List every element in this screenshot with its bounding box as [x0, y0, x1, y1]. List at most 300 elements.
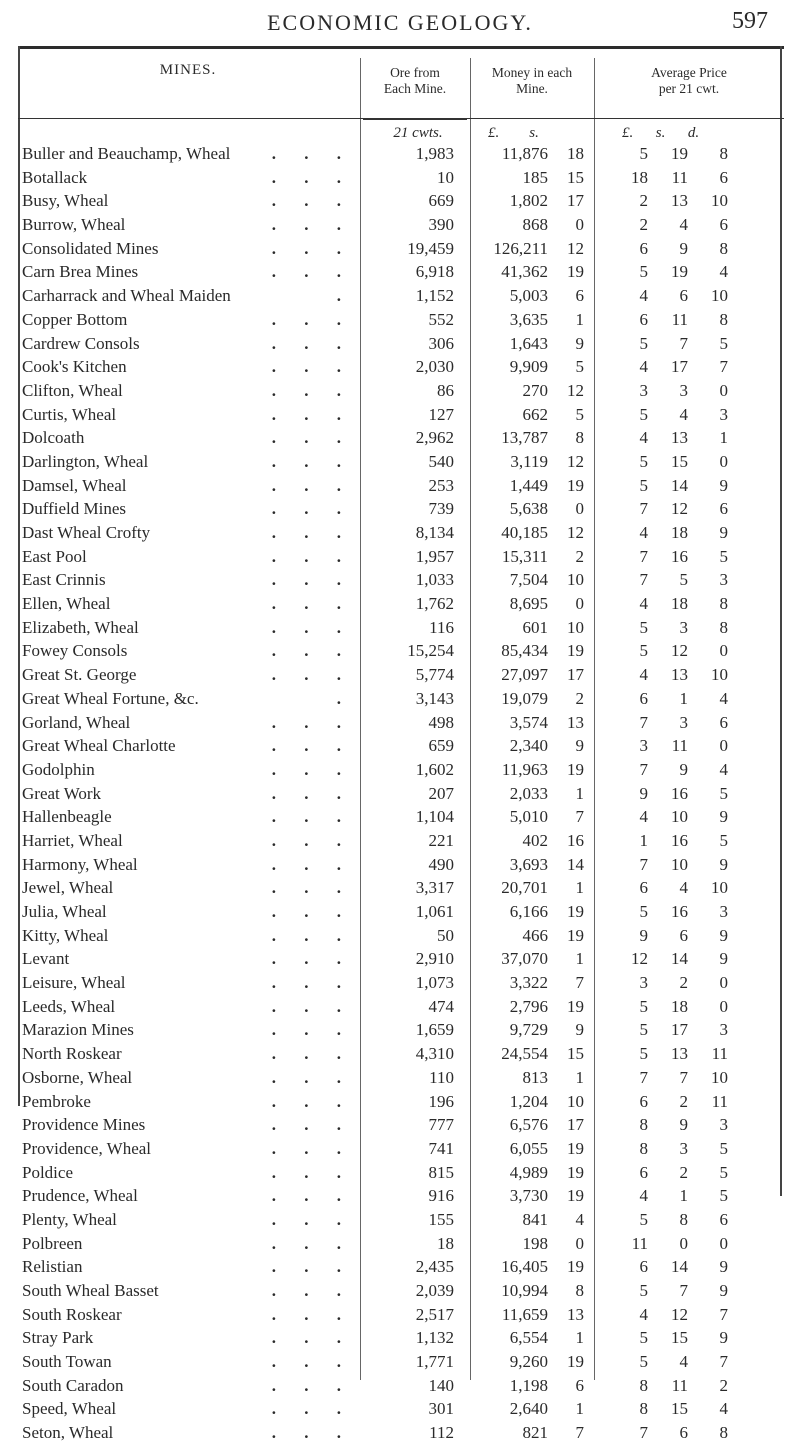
- money-shillings: 12: [567, 451, 584, 471]
- table-row: [18, 876, 784, 900]
- avg-price-pence: 2: [719, 1375, 728, 1395]
- mine-name: Relistian: [22, 1257, 83, 1277]
- table-row: [18, 971, 784, 995]
- avg-price-pounds: 6: [639, 1257, 648, 1277]
- avg-price-shillings: 15: [671, 451, 688, 471]
- table-top-rule: [18, 46, 784, 49]
- money-shillings: 1: [575, 1399, 584, 1419]
- money-pounds: 821: [522, 1423, 548, 1443]
- ore-amount: 390: [428, 215, 454, 235]
- avg-price-pounds: 8: [639, 1138, 648, 1158]
- avg-price-shillings: 6: [679, 925, 688, 945]
- avg-price-shillings: 1: [679, 1186, 688, 1206]
- avg-price-pence: 3: [719, 1115, 728, 1135]
- ore-amount: 2,435: [415, 1257, 454, 1277]
- table-row: [18, 1066, 784, 1090]
- avg-price-shillings: 16: [671, 902, 688, 921]
- avg-price-pence: 9: [719, 1328, 728, 1348]
- avg-price-shillings: 16: [671, 830, 688, 850]
- unit-money: £. s.: [488, 125, 539, 141]
- table-row: [18, 995, 784, 1019]
- table-row: [18, 545, 784, 569]
- avg-price-pounds: 6: [639, 688, 648, 708]
- money-pounds: 10,994: [501, 1281, 548, 1300]
- avg-price-shillings: 6: [679, 1423, 688, 1443]
- money-shillings: 19: [567, 262, 584, 282]
- ore-amount: 10: [437, 167, 454, 187]
- ore-amount: 1,061: [415, 902, 454, 921]
- avg-price-pounds: 4: [639, 1186, 648, 1206]
- mine-name: Hallenbeagle: [22, 807, 112, 827]
- avg-price-shillings: 19: [671, 262, 688, 282]
- mine-name: Poldice: [22, 1162, 73, 1182]
- table-row: [18, 758, 784, 782]
- table-row: [18, 1303, 784, 1327]
- avg-price-pounds: 5: [639, 1044, 648, 1064]
- table-row: [18, 1350, 784, 1374]
- leader-dots: . . .: [271, 736, 353, 756]
- table-row: [18, 1018, 784, 1042]
- avg-price-pence: 9: [719, 854, 728, 874]
- avg-price-pence: 10: [711, 286, 728, 306]
- money-shillings: 15: [567, 167, 584, 187]
- avg-price-shillings: 14: [671, 949, 688, 969]
- mine-name: Polbreen: [22, 1233, 83, 1253]
- leader-dots: . . .: [271, 1044, 353, 1064]
- ore-amount: 19,459: [407, 238, 454, 258]
- money-shillings: 19: [567, 925, 584, 945]
- ore-amount: 815: [428, 1162, 454, 1182]
- mine-name: Buller and Beauchamp, Wheal: [22, 144, 231, 163]
- table-row: [18, 1090, 784, 1114]
- money-shillings: 13: [567, 1304, 584, 1324]
- leader-dots: .: [336, 688, 353, 708]
- money-shillings: 12: [567, 238, 584, 258]
- avg-price-pence: 3: [719, 1020, 728, 1040]
- header-money: [472, 65, 592, 97]
- avg-price-shillings: 11: [671, 736, 688, 756]
- leader-dots: . . .: [271, 1138, 353, 1158]
- table-row: [18, 332, 784, 356]
- avg-price-shillings: 4: [679, 404, 688, 424]
- ore-amount: 127: [428, 404, 454, 424]
- avg-price-shillings: 16: [671, 546, 688, 566]
- money-pounds: 126,211: [493, 238, 548, 258]
- mine-name: Providence Mines: [22, 1115, 146, 1135]
- avg-price-pence: 0: [719, 1233, 728, 1253]
- leader-dots: . . .: [271, 357, 353, 377]
- table-row: [18, 1113, 784, 1137]
- leader-dots: . . .: [271, 144, 353, 163]
- table-row: [18, 1137, 784, 1161]
- avg-price-pence: 3: [719, 404, 728, 424]
- avg-price-pounds: 5: [639, 996, 648, 1016]
- money-shillings: 6: [575, 1375, 584, 1395]
- leader-dots: . . .: [271, 475, 353, 495]
- header-rule-bold: [363, 118, 467, 120]
- avg-price-shillings: 9: [679, 238, 688, 258]
- table-row: [18, 1232, 784, 1256]
- avg-price-shillings: 1: [679, 688, 688, 708]
- table-row: [18, 1397, 784, 1421]
- ore-amount: 140: [428, 1375, 454, 1395]
- avg-price-pence: 8: [719, 309, 728, 329]
- avg-price-pence: 7: [719, 1352, 728, 1372]
- mine-name: Speed, Wheal: [22, 1399, 117, 1419]
- avg-price-shillings: 15: [671, 1399, 688, 1419]
- avg-price-pence: 3: [719, 902, 728, 921]
- money-pounds: 6,576: [509, 1115, 548, 1135]
- avg-price-pounds: 7: [639, 1423, 648, 1443]
- leader-dots: . . .: [271, 925, 353, 945]
- mine-name: Great Wheal Fortune, &c.: [22, 688, 199, 708]
- leader-dots: . . .: [271, 309, 353, 329]
- avg-price-shillings: 7: [679, 1281, 688, 1300]
- money-shillings: 19: [567, 902, 584, 921]
- leader-dots: . . .: [271, 1209, 353, 1229]
- ore-amount: 2,962: [415, 428, 454, 448]
- mine-name: Dolcoath: [22, 428, 85, 448]
- money-pounds: 1,802: [509, 191, 548, 211]
- avg-price-pence: 6: [719, 499, 728, 519]
- leader-dots: . . .: [271, 451, 353, 471]
- table-row: [18, 403, 784, 427]
- avg-price-pounds: 7: [639, 712, 648, 732]
- money-shillings: 19: [567, 475, 584, 495]
- money-shillings: 5: [575, 357, 584, 377]
- ore-amount: 116: [429, 617, 454, 637]
- table-row: [18, 213, 784, 237]
- money-shillings: 14: [567, 854, 584, 874]
- leader-dots: . . .: [271, 570, 353, 590]
- avg-price-pounds: 4: [639, 286, 648, 306]
- money-shillings: 17: [567, 1115, 584, 1135]
- leader-dots: .: [336, 286, 353, 306]
- header-money-line2: Mine.: [516, 81, 548, 96]
- money-pounds: 1,204: [509, 1091, 548, 1111]
- avg-price-shillings: 7: [679, 1067, 688, 1087]
- ore-amount: 196: [428, 1091, 454, 1111]
- mine-name: Levant: [22, 949, 70, 969]
- money-pounds: 24,554: [501, 1044, 548, 1064]
- mine-name: Copper Bottom: [22, 309, 128, 329]
- avg-price-shillings: 5: [679, 570, 688, 590]
- money-pounds: 466: [522, 925, 548, 945]
- avg-price-pounds: 6: [639, 1162, 648, 1182]
- money-shillings: 1: [575, 1067, 584, 1087]
- mine-name: South Towan: [22, 1352, 112, 1372]
- ore-amount: 1,659: [415, 1020, 454, 1040]
- table-row: [18, 308, 784, 332]
- mine-name: Pembroke: [22, 1091, 91, 1111]
- header-ore-line1: Ore from: [390, 65, 440, 80]
- avg-price-pounds: 4: [639, 594, 648, 614]
- avg-price-pounds: 3: [639, 380, 648, 400]
- avg-price-pence: 7: [719, 357, 728, 377]
- mine-name: Leisure, Wheal: [22, 973, 126, 993]
- ore-amount: 1,762: [415, 594, 454, 614]
- ore-amount: 253: [428, 475, 454, 495]
- header-money-line1: Money in each: [491, 65, 573, 80]
- avg-price-pence: 9: [719, 523, 728, 542]
- mine-name: Duffield Mines: [22, 499, 127, 519]
- avg-price-pounds: 8: [639, 1399, 648, 1419]
- money-pounds: 1,198: [509, 1375, 548, 1395]
- ore-amount: 6,918: [415, 262, 454, 282]
- leader-dots: . . .: [271, 902, 353, 921]
- table-row: [18, 639, 784, 663]
- mines-table: [18, 46, 784, 1443]
- avg-price-pence: 10: [711, 878, 728, 898]
- ore-amount: 50: [437, 925, 454, 945]
- leader-dots: . . .: [271, 617, 353, 637]
- mine-name: Harriet, Wheal: [22, 830, 123, 850]
- leader-dots: . . .: [271, 641, 353, 661]
- ore-amount: 739: [428, 499, 454, 519]
- mine-name: Elizabeth, Wheal: [22, 617, 139, 637]
- leader-dots: . . .: [271, 215, 353, 235]
- table-row: [18, 189, 784, 213]
- money-shillings: 9: [575, 333, 584, 353]
- avg-price-shillings: 14: [671, 1257, 688, 1277]
- money-shillings: 18: [567, 144, 584, 163]
- avg-price-shillings: 18: [671, 594, 688, 614]
- ore-amount: 8,134: [415, 523, 454, 542]
- avg-price-pence: 11: [711, 1044, 728, 1064]
- money-shillings: 6: [575, 286, 584, 306]
- table-row: [18, 1421, 784, 1445]
- avg-price-shillings: 13: [671, 428, 688, 448]
- table-row: [18, 1161, 784, 1185]
- leader-dots: . . .: [271, 1257, 353, 1277]
- avg-price-shillings: 0: [679, 1233, 688, 1253]
- avg-price-pounds: 4: [639, 665, 648, 685]
- mine-name: Clifton, Wheal: [22, 380, 123, 400]
- mine-name: Great Wheal Charlotte: [22, 736, 176, 756]
- table-row: [18, 734, 784, 758]
- avg-price-pounds: 12: [631, 949, 648, 969]
- money-pounds: 9,909: [509, 357, 548, 377]
- header-mines: MINES.: [159, 62, 217, 78]
- ore-amount: 112: [429, 1423, 454, 1443]
- leader-dots: . . .: [271, 1067, 353, 1087]
- leader-dots: . . .: [271, 1281, 353, 1300]
- money-pounds: 4,989: [509, 1162, 548, 1182]
- avg-price-shillings: 3: [679, 380, 688, 400]
- ore-amount: 301: [428, 1399, 454, 1419]
- leader-dots: . . .: [271, 807, 353, 827]
- avg-price-shillings: 18: [671, 523, 688, 542]
- money-shillings: 16: [567, 830, 584, 850]
- money-pounds: 11,963: [501, 759, 548, 779]
- money-pounds: 9,729: [509, 1020, 548, 1040]
- ore-amount: 2,517: [415, 1304, 454, 1324]
- money-pounds: 27,097: [501, 665, 548, 685]
- money-shillings: 19: [567, 1257, 584, 1277]
- avg-price-pence: 0: [719, 451, 728, 471]
- avg-price-shillings: 2: [679, 1162, 688, 1182]
- money-shillings: 7: [575, 807, 584, 827]
- money-shillings: 9: [575, 736, 584, 756]
- avg-price-pence: 10: [711, 191, 728, 211]
- money-pounds: 5,003: [509, 286, 548, 306]
- avg-price-pence: 8: [719, 1423, 728, 1443]
- avg-price-pounds: 7: [639, 1067, 648, 1087]
- leader-dots: . . .: [271, 191, 353, 211]
- leader-dots: . . .: [271, 996, 353, 1016]
- avg-price-pounds: 5: [639, 144, 648, 163]
- avg-price-pounds: 5: [639, 1020, 648, 1040]
- running-title: ECONOMIC GEOLOGY.: [267, 10, 533, 35]
- avg-price-shillings: 13: [671, 665, 688, 685]
- money-shillings: 19: [567, 1162, 584, 1182]
- table-row: [18, 1374, 784, 1398]
- mine-name: Curtis, Wheal: [22, 404, 117, 424]
- table-row: [18, 166, 784, 190]
- avg-price-pence: 5: [719, 830, 728, 850]
- table-row: [18, 663, 784, 687]
- table-row: [18, 592, 784, 616]
- avg-price-pence: 5: [719, 783, 728, 803]
- money-pounds: 813: [522, 1067, 548, 1087]
- avg-price-pounds: 7: [639, 759, 648, 779]
- mine-name: Busy, Wheal: [22, 191, 109, 211]
- money-pounds: 5,010: [509, 807, 548, 827]
- ore-amount: 490: [428, 854, 454, 874]
- money-pounds: 41,362: [501, 262, 548, 282]
- table-row: [18, 355, 784, 379]
- avg-price-pence: 8: [719, 617, 728, 637]
- ore-amount: 221: [428, 830, 454, 850]
- avg-price-shillings: 3: [679, 1138, 688, 1158]
- avg-price-pence: 0: [719, 996, 728, 1016]
- ore-amount: 474: [428, 996, 454, 1016]
- mine-name: South Roskear: [22, 1304, 122, 1324]
- avg-price-pence: 5: [719, 1162, 728, 1182]
- mine-name: Harmony, Wheal: [22, 854, 138, 874]
- avg-price-pounds: 5: [639, 902, 648, 921]
- avg-price-pence: 4: [719, 1399, 728, 1419]
- money-pounds: 601: [522, 617, 548, 637]
- mine-name: Seton, Wheal: [22, 1423, 114, 1443]
- money-shillings: 9: [575, 1020, 584, 1040]
- mine-name: Carharrack and Wheal Maiden: [22, 286, 231, 306]
- mine-name: South Caradon: [22, 1375, 124, 1395]
- avg-price-pounds: 4: [639, 428, 648, 448]
- avg-price-pence: 6: [719, 1209, 728, 1229]
- money-pounds: 11,876: [501, 144, 548, 163]
- avg-price-pence: 9: [719, 1257, 728, 1277]
- ore-amount: 659: [428, 736, 454, 756]
- money-shillings: 1: [575, 309, 584, 329]
- avg-price-pence: 7: [719, 1304, 728, 1324]
- avg-price-shillings: 10: [671, 807, 688, 827]
- table-body: [18, 142, 784, 1445]
- avg-price-pounds: 2: [639, 215, 648, 235]
- avg-price-shillings: 7: [679, 333, 688, 353]
- money-shillings: 8: [575, 428, 584, 448]
- leader-dots: . . .: [271, 949, 353, 969]
- avg-price-pence: 11: [711, 1091, 728, 1111]
- header-price-line2: per 21 cwt.: [658, 81, 720, 96]
- ore-amount: 207: [428, 783, 454, 803]
- avg-price-pence: 6: [719, 167, 728, 187]
- money-shillings: 19: [567, 759, 584, 779]
- avg-price-pence: 8: [719, 594, 728, 614]
- table-row: [18, 711, 784, 735]
- ore-amount: 2,039: [415, 1281, 454, 1300]
- table-row: [18, 1326, 784, 1350]
- avg-price-shillings: 12: [671, 499, 688, 519]
- table-row: [18, 497, 784, 521]
- money-pounds: 3,693: [509, 854, 548, 874]
- money-pounds: 2,640: [509, 1399, 548, 1419]
- money-shillings: 10: [567, 617, 584, 637]
- table-row: [18, 900, 784, 924]
- leader-dots: . . .: [271, 333, 353, 353]
- avg-price-pounds: 4: [639, 357, 648, 377]
- money-shillings: 2: [575, 688, 584, 708]
- leader-dots: . . .: [271, 1423, 353, 1443]
- ore-amount: 669: [428, 191, 454, 211]
- avg-price-pence: 10: [711, 1067, 728, 1087]
- avg-price-pounds: 1: [639, 830, 648, 850]
- leader-dots: . . .: [271, 854, 353, 874]
- avg-price-pence: 9: [719, 475, 728, 495]
- ore-amount: 916: [428, 1186, 454, 1206]
- money-shillings: 1: [575, 878, 584, 898]
- money-pounds: 7,504: [509, 570, 548, 590]
- ore-amount: 110: [429, 1067, 454, 1087]
- money-pounds: 185: [522, 167, 548, 187]
- mine-name: Ellen, Wheal: [22, 594, 111, 614]
- money-shillings: 19: [567, 1186, 584, 1206]
- ore-amount: 1,152: [415, 286, 454, 306]
- avg-price-pounds: 5: [639, 451, 648, 471]
- mine-name: Burrow, Wheal: [22, 215, 126, 235]
- ore-amount: 1,957: [415, 546, 454, 566]
- money-pounds: 402: [522, 830, 548, 850]
- money-shillings: 5: [575, 404, 584, 424]
- leader-dots: . . .: [271, 1328, 353, 1348]
- table-row: [18, 1255, 784, 1279]
- money-pounds: 15,311: [501, 546, 548, 566]
- money-pounds: 40,185: [501, 523, 548, 542]
- avg-price-pence: 4: [719, 759, 728, 779]
- mine-name: Cardrew Consols: [22, 333, 140, 353]
- money-pounds: 270: [522, 380, 548, 400]
- leader-dots: . . .: [271, 878, 353, 898]
- mine-name: East Pool: [22, 546, 87, 566]
- ore-amount: 3,143: [415, 688, 454, 708]
- avg-price-pounds: 3: [639, 973, 648, 993]
- avg-price-pounds: 5: [639, 1209, 648, 1229]
- avg-price-pence: 6: [719, 215, 728, 235]
- table-row: [18, 616, 784, 640]
- avg-price-shillings: 4: [679, 1352, 688, 1372]
- mine-name: Julia, Wheal: [22, 902, 107, 921]
- ore-amount: 306: [428, 333, 454, 353]
- money-pounds: 3,119: [510, 451, 548, 471]
- leader-dots: . . .: [271, 546, 353, 566]
- avg-price-shillings: 4: [679, 215, 688, 235]
- avg-price-shillings: 16: [671, 783, 688, 803]
- avg-price-shillings: 4: [679, 878, 688, 898]
- avg-price-shillings: 9: [679, 1115, 688, 1135]
- unit-price: £. s. d.: [622, 125, 700, 141]
- avg-price-pounds: 9: [639, 783, 648, 803]
- avg-price-pence: 9: [719, 807, 728, 827]
